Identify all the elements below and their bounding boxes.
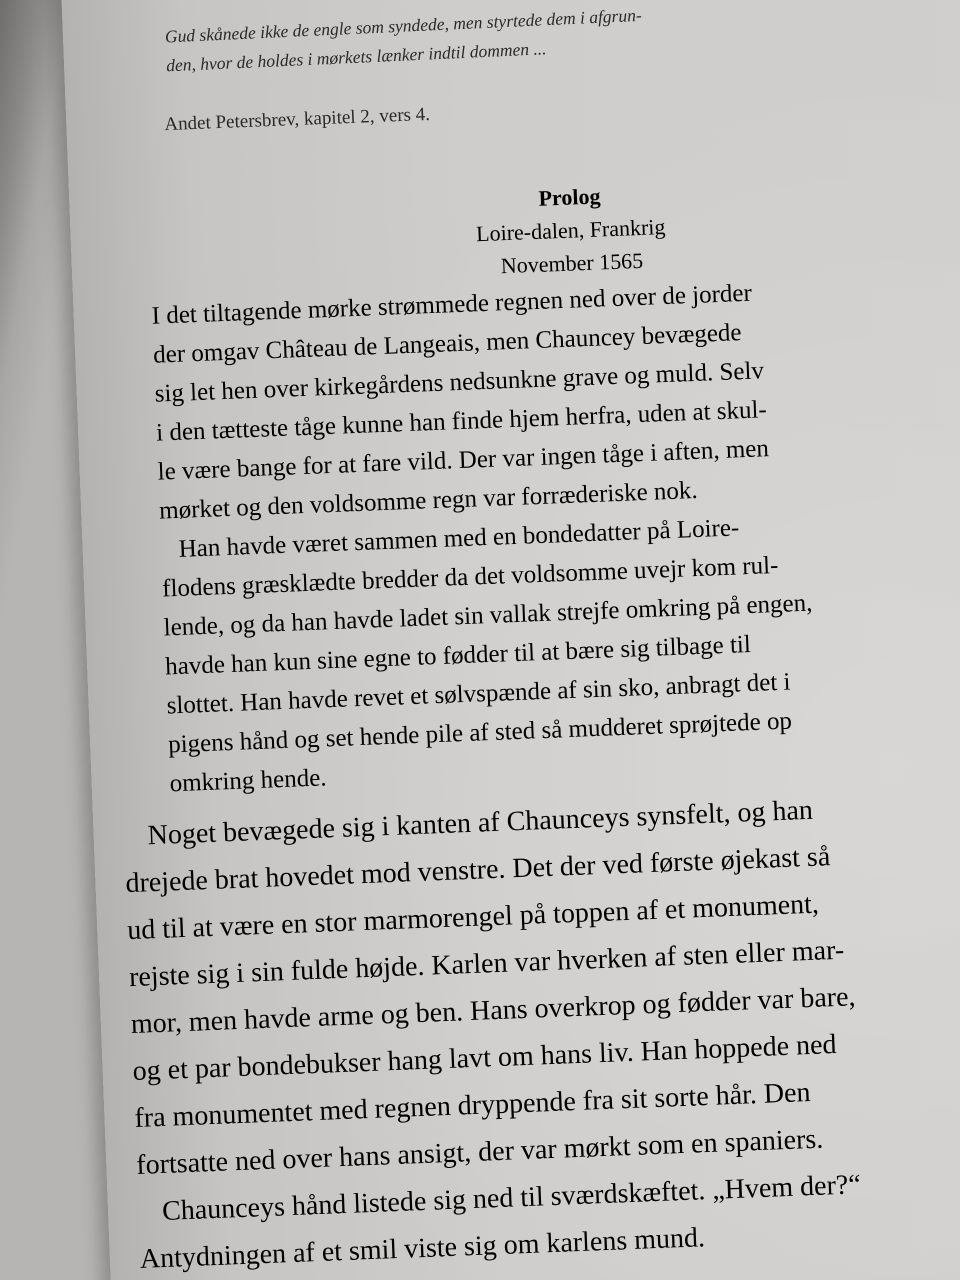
paragraph-1 bbox=[151, 267, 929, 530]
text-line: mørket og den voldsomme regn var forræderiske nok. bbox=[158, 476, 699, 525]
text-line: sig let hen over kirkegårdens nedsunkne grave og muld. Selv bbox=[154, 357, 765, 408]
chapter-place: Loire-dalen, Frankrig bbox=[475, 213, 666, 247]
text-line: rejste sig i sin fulde højde. Karlen var hverken af sten eller mar- bbox=[128, 934, 845, 994]
body-text-lower bbox=[123, 779, 960, 1280]
text-line: fortsatte ned over hans ansigt, der var mørkt som en spaniers. bbox=[135, 1123, 824, 1181]
text-line: Antydningen af et smil viste sig om karlens mund. bbox=[139, 1222, 706, 1275]
epigraph-line: Gud skånede ikke de engle som syndede, men styrtede dem i afgrun- bbox=[164, 4, 643, 47]
text-line: Han havde været sammen med en bondedatter på Loire- bbox=[178, 514, 740, 563]
text-line: Chaunceys hånd listede sig ned til sværdskæftet. „Hvem der?“ bbox=[161, 1169, 862, 1227]
text-line: havde han kun sine egne to fødder til at bære sig tilbage til bbox=[164, 630, 752, 681]
text-line: slottet. Han havde revet et sølvspænde af sin sko, anbragt det i bbox=[166, 668, 791, 720]
text-line: Noget bevægede sig i kanten af Chaunceys synsfelt, og han bbox=[147, 794, 814, 852]
text-line: der omgav Château de Langeais, men Chauncey bevægede bbox=[152, 319, 742, 369]
text-line: drejede brat hovedet mod venstre. Det der ved første øjekast så bbox=[124, 841, 831, 900]
text-line: mor, men havde arme og ben. Hans overkrop og fødder var bare, bbox=[130, 981, 857, 1041]
chapter-title: Prolog bbox=[538, 183, 601, 211]
text-line: ud til at være en stor marmorengel på toppen af et monument, bbox=[126, 888, 820, 947]
epigraph-line: den, hvor de holdes i mørkets lænker indtil dommen ... bbox=[165, 38, 547, 76]
body-text-upper bbox=[151, 267, 940, 803]
text-line: flodens græsklædte bredder da det voldsomme uvejr kom rul- bbox=[161, 551, 779, 603]
epigraph-reference: Andet Petersbrev, kapitel 2, vers 4. bbox=[163, 103, 431, 136]
chapter-heading bbox=[409, 174, 733, 285]
text-line: og et par bondebukser hang lavt om hans liv. Han hoppede ned bbox=[132, 1029, 838, 1088]
chapter-date: November 1565 bbox=[500, 247, 644, 279]
text-line: lende, og da han havde ladet sin vallak strejfe omkring på engen, bbox=[163, 589, 813, 642]
text-line: I det tiltagende mørke strømmede regnen ned over de jorder bbox=[151, 279, 753, 330]
book-page bbox=[60, 0, 960, 1280]
text-line: le være bange for at fare vild. Der var ingen tåge i aften, men bbox=[157, 435, 770, 486]
epigraph bbox=[164, 0, 866, 80]
paragraph-2 bbox=[160, 501, 940, 803]
text-line: i den tætteste tåge kunne han finde hjem herfra, uden at skul- bbox=[155, 396, 768, 447]
text-line: omkring hende. bbox=[169, 764, 328, 798]
text-line: pigens hånd og set hende pile af sted så mudderet sprøjtede op bbox=[167, 707, 793, 759]
paragraph-3 bbox=[123, 779, 960, 1280]
text-line: fra monumentet med regnen dryppende fra sit sorte hår. Den bbox=[133, 1077, 812, 1134]
